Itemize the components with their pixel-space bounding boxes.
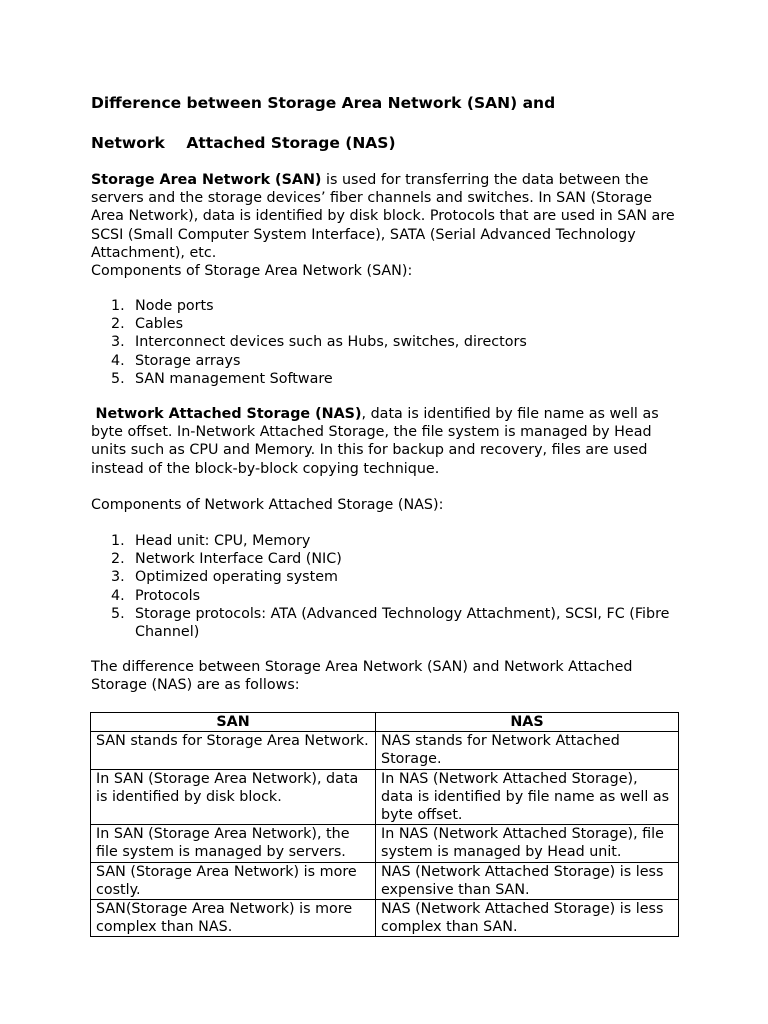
table-header-san: SAN xyxy=(91,713,376,732)
list-item-text: SAN management Software xyxy=(135,370,333,387)
san-description: is used for transferring the data between the servers and the storage devices’ fiber channels and switches. In SAN (Storage Area Network), data is identified by disk block. Protocols that are used in SAN are SCSI (Small Computer System Interface), SATA (Serial Advanced Technology Attachment), etc. xyxy=(91,172,675,261)
table-row xyxy=(91,900,679,937)
list-item xyxy=(91,297,686,315)
list-item xyxy=(91,333,686,351)
list-item xyxy=(91,550,686,568)
document-title-line-1: Difference between Storage Area Network (SAN) and xyxy=(91,94,556,112)
list-item-text: Interconnect devices such as Hubs, switches, directors xyxy=(135,334,527,351)
table-row xyxy=(91,862,679,899)
nas-description: , data is identified by file name as well as byte offset. In-Network Attached Storage, the file system is managed by Head units such as CPU and Memory. In this for backup and recovery, files are used instead of the block-by-block copying technique. xyxy=(91,406,659,477)
table-cell-nas: NAS stands for Network Attached Storage. xyxy=(376,732,679,769)
table-cell-san: In SAN (Storage Area Network), data is identified by disk block. xyxy=(91,769,376,825)
list-item xyxy=(91,532,686,550)
nas-components-list xyxy=(91,532,686,641)
table-row xyxy=(91,769,679,825)
list-item-number: 4. xyxy=(111,352,125,369)
nas-paragraph xyxy=(91,405,686,478)
san-paragraph xyxy=(91,171,686,262)
table-cell-san: SAN (Storage Area Network) is more costly. xyxy=(91,862,376,899)
list-item-text: Protocols xyxy=(135,587,201,604)
table-header-row xyxy=(91,713,679,732)
list-item-number: 1. xyxy=(111,533,125,549)
table-cell-san: SAN stands for Storage Area Network. xyxy=(91,732,376,769)
table-cell-nas: In NAS (Network Attached Storage), file system is managed by Head unit. xyxy=(376,825,679,862)
list-item-number: 1. xyxy=(111,298,125,314)
table-header-nas: NAS xyxy=(376,713,679,732)
list-item xyxy=(91,587,686,605)
san-term: Storage Area Network (SAN) xyxy=(91,172,322,188)
table-cell-san: In SAN (Storage Area Network), the file system is managed by servers. xyxy=(91,825,376,862)
list-item-text: Optimized operating system xyxy=(135,569,338,586)
comparison-table xyxy=(90,712,679,937)
list-item-number: 3. xyxy=(111,334,125,351)
list-item-number: 4. xyxy=(111,587,125,604)
list-item-text: Head unit: CPU, Memory xyxy=(135,533,311,549)
list-item xyxy=(91,315,686,333)
table-cell-san: SAN(Storage Area Network) is more complex than NAS. xyxy=(91,900,376,937)
list-item-number: 2. xyxy=(111,551,125,568)
san-components-heading: Components of Storage Area Network (SAN): xyxy=(91,263,413,279)
list-item-number: 5. xyxy=(111,370,125,387)
list-item-text: Network Interface Card (NIC) xyxy=(135,551,342,568)
list-item-number: 3. xyxy=(111,569,125,586)
table-row xyxy=(91,825,679,862)
list-item-number: 2. xyxy=(111,316,125,333)
san-components-list xyxy=(91,297,686,388)
document-title-line-2: Network Attached Storage (NAS) xyxy=(91,134,396,152)
list-item-text: Node ports xyxy=(135,298,214,314)
list-item-text: Storage arrays xyxy=(135,352,241,369)
list-item-number: 5. xyxy=(111,605,125,622)
table-cell-nas: In NAS (Network Attached Storage), data is identified by file name as well as byte offset. xyxy=(376,769,679,825)
list-item xyxy=(91,370,686,388)
nas-term: Network Attached Storage (NAS) xyxy=(95,406,362,422)
difference-intro: The difference between Storage Area Network (SAN) and Network Attached Storage (NAS) are as follows: xyxy=(91,659,633,694)
list-item-text: Storage protocols: ATA (Advanced Technology Attachment), SCSI, FC (Fibre Channel) xyxy=(135,605,670,641)
table-row xyxy=(91,732,679,769)
list-item-text: Cables xyxy=(135,316,184,333)
table-cell-nas: NAS (Network Attached Storage) is less complex than SAN. xyxy=(376,900,679,937)
list-item xyxy=(91,568,686,586)
list-item xyxy=(91,352,686,370)
nas-components-heading: Components of Network Attached Storage (NAS): xyxy=(91,497,444,513)
list-item xyxy=(91,605,686,641)
table-cell-nas: NAS (Network Attached Storage) is less expensive than SAN. xyxy=(376,862,679,899)
